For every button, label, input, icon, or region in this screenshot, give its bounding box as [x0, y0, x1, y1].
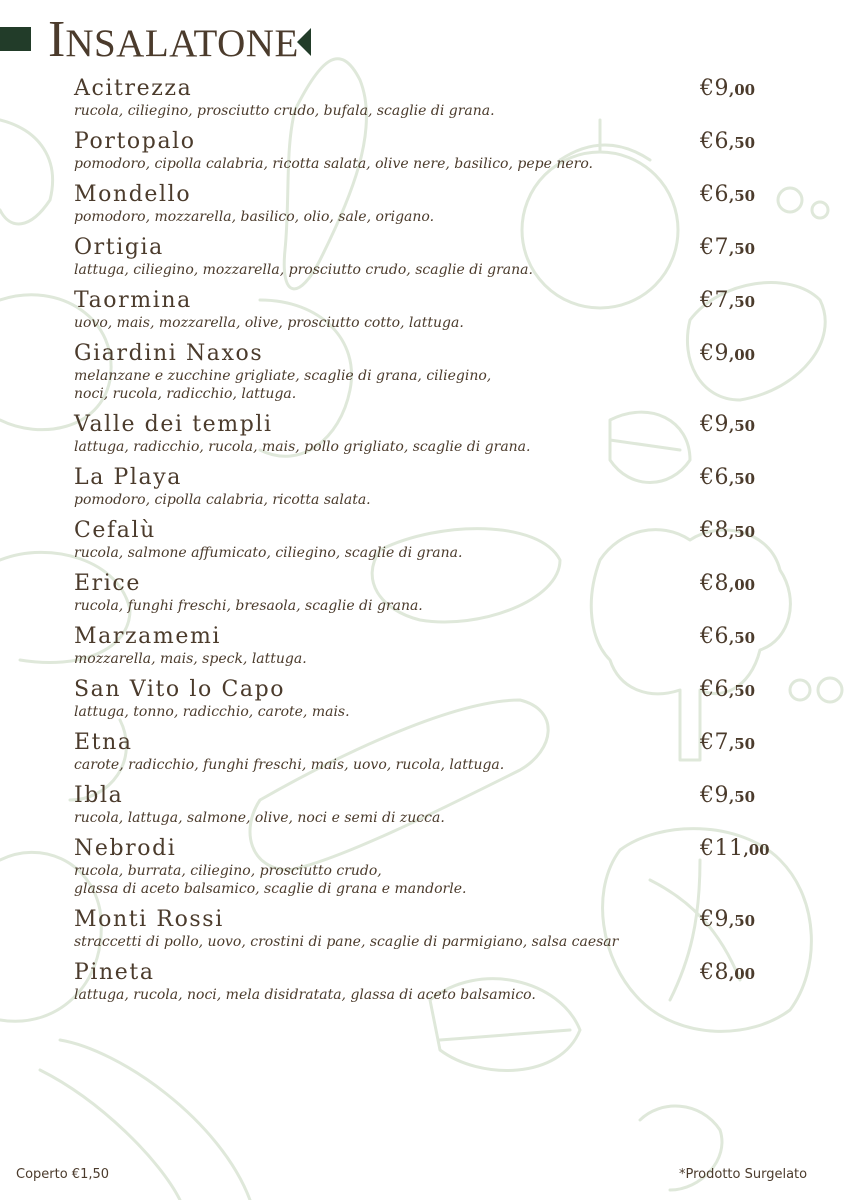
menu-item — [74, 730, 774, 774]
price-cents: ,50 — [729, 134, 756, 152]
price-cents: ,00 — [729, 346, 756, 364]
menu-item-price — [700, 960, 755, 986]
menu-item-name: Giardini Naxos — [74, 341, 264, 366]
menu-item — [74, 235, 774, 279]
menu-item-price — [700, 624, 755, 650]
menu-item — [74, 76, 774, 120]
price-euros: €9 — [700, 412, 729, 437]
menu-item-description: rucola, salmone affumicato, ciliegino, scaglie di grana. — [74, 545, 463, 561]
menu-item-name: San Vito lo Capo — [74, 677, 286, 702]
menu-item — [74, 907, 774, 951]
menu-item — [74, 182, 774, 226]
menu-item-price — [700, 836, 770, 862]
price-cents: ,50 — [729, 912, 756, 930]
price-euros: €6 — [700, 465, 729, 490]
price-cents: ,50 — [729, 735, 756, 753]
menu-item-price — [700, 783, 755, 809]
menu-item-name: Cefalù — [74, 518, 156, 543]
coperto-note: Coperto €1,50 — [16, 1167, 110, 1182]
price-euros: €9 — [700, 783, 729, 808]
price-cents: ,50 — [729, 523, 756, 541]
menu-item — [74, 341, 774, 403]
frozen-product-note: *Prodotto Surgelato — [679, 1167, 808, 1182]
menu-item-name: Erice — [74, 571, 141, 596]
menu-item-description: lattuga, rucola, noci, mela disidratata, glassa di aceto balsamico. — [74, 987, 536, 1003]
price-cents: ,00 — [729, 81, 756, 99]
menu-item — [74, 412, 774, 456]
menu-item — [74, 465, 774, 509]
menu-item-price — [700, 235, 755, 261]
menu-item — [74, 624, 774, 668]
price-cents: ,50 — [729, 240, 756, 258]
menu-item-name: Taormina — [74, 288, 192, 313]
price-euros: €6 — [700, 182, 729, 207]
menu-item-description: mozzarella, mais, speck, lattuga. — [74, 651, 307, 667]
menu-item-name: Nebrodi — [74, 836, 177, 861]
price-cents: ,50 — [729, 293, 756, 311]
price-euros: €7 — [700, 235, 729, 260]
price-euros: €9 — [700, 341, 729, 366]
menu-item-description: lattuga, radicchio, rucola, mais, pollo grigliato, scaglie di grana. — [74, 439, 531, 455]
price-euros: €6 — [700, 624, 729, 649]
price-euros: €8 — [700, 960, 729, 985]
menu-item — [74, 960, 774, 1004]
menu-item-description: lattuga, ciliegino, mozzarella, prosciutto crudo, scaglie di grana. — [74, 262, 533, 278]
section-title-initial: I — [48, 11, 66, 68]
menu-item-description: carote, radicchio, funghi freschi, mais, uovo, rucola, lattuga. — [74, 757, 505, 773]
menu-item-name: Etna — [74, 730, 133, 755]
menu-item-description: pomodoro, cipolla calabria, ricotta salata, olive nere, basilico, pepe nero. — [74, 156, 593, 172]
menu-item — [74, 571, 774, 615]
menu-item-description: melanzane e zucchine grigliate, scaglie di grana, ciliegino, noci, rucola, radicchio, lattuga. — [74, 368, 492, 402]
price-euros: €7 — [700, 288, 729, 313]
menu-item-price — [700, 730, 755, 756]
section-title — [48, 12, 299, 72]
price-cents: ,50 — [729, 470, 756, 488]
menu-item-price — [700, 76, 755, 102]
menu-item-name: Ortigia — [74, 235, 164, 260]
price-cents: ,00 — [743, 841, 770, 859]
price-cents: ,50 — [729, 788, 756, 806]
menu-item — [74, 677, 774, 721]
price-euros: €6 — [700, 677, 729, 702]
menu-item-price — [700, 341, 755, 367]
menu-item-description: pomodoro, mozzarella, basilico, olio, sale, origano. — [74, 209, 435, 225]
menu-item-price — [700, 288, 755, 314]
menu-item-price — [700, 571, 755, 597]
menu-item-name: La Playa — [74, 465, 183, 490]
menu-item — [74, 836, 774, 898]
menu-item-name: Valle dei templi — [74, 412, 273, 437]
price-euros: €8 — [700, 518, 729, 543]
menu-item-name: Pineta — [74, 960, 155, 985]
menu-item-name: Acitrezza — [74, 76, 193, 101]
price-euros: €8 — [700, 571, 729, 596]
price-euros: €9 — [700, 76, 729, 101]
menu-item — [74, 518, 774, 562]
header-accent-bar — [0, 27, 31, 51]
price-euros: €6 — [700, 129, 729, 154]
menu-item-name: Mondello — [74, 182, 192, 207]
menu-item-price — [700, 677, 755, 703]
menu-item-description: rucola, lattuga, salmone, olive, noci e semi di zucca. — [74, 810, 445, 826]
menu-item-price — [700, 412, 755, 438]
menu-item — [74, 129, 774, 173]
price-euros: €7 — [700, 730, 729, 755]
menu-item-description: uovo, mais, mozzarella, olive, prosciutto cotto, lattuga. — [74, 315, 464, 331]
price-cents: ,50 — [729, 187, 756, 205]
price-euros: €11 — [700, 836, 744, 861]
menu-item-price — [700, 129, 755, 155]
menu-item-name: Marzamemi — [74, 624, 222, 649]
price-cents: ,00 — [729, 576, 756, 594]
price-cents: ,50 — [729, 417, 756, 435]
menu-item — [74, 288, 774, 332]
menu-item-description: straccetti di pollo, uovo, crostini di pane, scaglie di parmigiano, salsa caesar — [74, 934, 619, 950]
menu-item-price — [700, 182, 755, 208]
section-title-rest: NSALATONE — [65, 22, 299, 65]
menu-item-name: Portopalo — [74, 129, 196, 154]
menu-list — [74, 76, 774, 1013]
price-cents: ,00 — [729, 965, 756, 983]
menu-item-description: lattuga, tonno, radicchio, carote, mais. — [74, 704, 350, 720]
price-euros: €9 — [700, 907, 729, 932]
triangle-left-icon — [297, 28, 311, 56]
menu-item-description: pomodoro, cipolla calabria, ricotta salata. — [74, 492, 371, 508]
menu-item-description: rucola, funghi freschi, bresaola, scaglie di grana. — [74, 598, 423, 614]
menu-item-name: Monti Rossi — [74, 907, 224, 932]
menu-item-price — [700, 907, 755, 933]
price-cents: ,50 — [729, 629, 756, 647]
menu-item-price — [700, 518, 755, 544]
menu-item-description: rucola, ciliegino, prosciutto crudo, bufala, scaglie di grana. — [74, 103, 495, 119]
menu-item-price — [700, 465, 755, 491]
menu-item-description: rucola, burrata, ciliegino, prosciutto crudo, glassa di aceto balsamico, scaglie di grana e mandorle. — [74, 863, 467, 897]
menu-item — [74, 783, 774, 827]
menu-item-name: Ibla — [74, 783, 124, 808]
price-cents: ,50 — [729, 682, 756, 700]
